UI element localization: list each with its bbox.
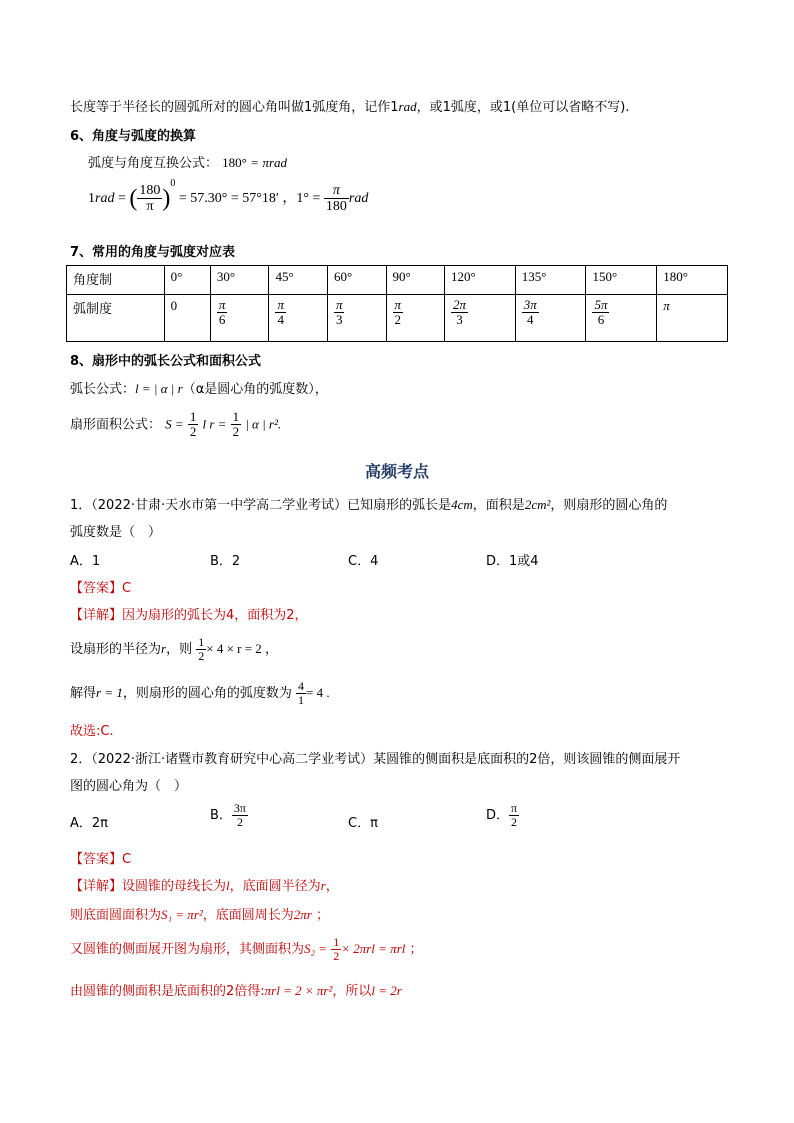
table-cell: 90° bbox=[386, 266, 445, 295]
table-cell: 135° bbox=[515, 266, 586, 295]
table-cell: 30° bbox=[210, 266, 269, 295]
fraction-pi-over-180: $\frac{\pi}{180}$ bbox=[325, 183, 347, 215]
conversion-formula: 弧度与角度互换公式： 180° = πrad bbox=[88, 155, 288, 171]
option-b: B．2 bbox=[210, 554, 241, 569]
table-row-degrees bbox=[67, 266, 728, 295]
table-cell: 0 bbox=[164, 295, 210, 342]
table-cell: 45° bbox=[269, 266, 328, 295]
table-cell: $\frac{\pi}{3}$ bbox=[327, 295, 386, 342]
option-a: A．2π bbox=[70, 816, 108, 831]
detail-line-1: 【详解】因为扇形的弧长为4，面积为2， bbox=[70, 608, 308, 623]
detail-line-1: 【详解】设圆锥的母线长为l，底面圆半径为r， bbox=[70, 878, 339, 894]
table-cell: 180° bbox=[657, 266, 728, 295]
detail-line-3: 解得r = 1，则扇形的圆心角的弧度数为 $\frac{4}{1}$ = 4 . bbox=[70, 679, 330, 708]
detail-line-3: 又圆锥的侧面展开图为扇形，其侧面积为S₂ = $\frac{1}{2}$ × 2πrl = πrl ； bbox=[70, 935, 423, 964]
detail-line-4: 故选:C. bbox=[70, 724, 114, 739]
table-cell: $\frac{\pi}{4}$ bbox=[269, 295, 328, 342]
rad-degree-formula: 1rad = ( $\frac{180}{\pi}$ )$^0$ = 57.30° = 57°18′ ，1° = $\frac{\pi}{180}$ rad bbox=[88, 178, 369, 215]
table-cell: $\frac{3\pi}{4}$ bbox=[515, 295, 586, 342]
section-8-heading: 8、扇形中的弧长公式和面积公式 bbox=[70, 354, 262, 369]
question-1-stem: 1．（2022·甘肃·天水市第一中学高二学业考试）已知扇形的弧长是4cm，面积是2cm²，则扇形的圆心角的 bbox=[70, 497, 668, 513]
table-cell: 0° bbox=[164, 266, 210, 295]
detail-line-2: 设扇形的半径为r，则 $\frac{1}{2}$ × 4 × r = 2 ， bbox=[70, 635, 279, 664]
answer-line: 【答案】C bbox=[70, 581, 132, 596]
table-cell: $\frac{2\pi}{3}$ bbox=[445, 295, 516, 342]
table-cell: $\frac{\pi}{2}$ bbox=[386, 295, 445, 342]
section-title: 高频考点 bbox=[364, 462, 429, 481]
section-6-heading: 6、角度与弧度的换算 bbox=[70, 129, 197, 144]
arc-length-formula: 弧长公式：l = | α | r（α是圆心角的弧度数）， bbox=[70, 381, 328, 397]
table-cell-label: 角度制 bbox=[67, 266, 165, 295]
detail-line-4: 由圆锥的侧面积是底面积的2倍得:πrl = 2 × πr²，所以l = 2r bbox=[70, 983, 402, 999]
intro-line: 长度等于半径长的圆弧所对的圆心角叫做1弧度角，记作1rad，或1弧度，或1(单位可以省略不写). bbox=[70, 99, 630, 115]
option-d: D． $\frac{\pi}{2}$ bbox=[486, 801, 518, 830]
option-c: C．4 bbox=[348, 554, 379, 569]
table-cell: 60° bbox=[327, 266, 386, 295]
section-7-heading: 7、常用的角度与弧度对应表 bbox=[70, 245, 236, 260]
answer-line: 【答案】C bbox=[70, 852, 132, 867]
detail-line-2: 则底面圆面积为S₁ = πr²，底面圆周长为2πr ； bbox=[70, 907, 330, 923]
table-cell-label: 弧制度 bbox=[67, 295, 165, 342]
option-a: A．1 bbox=[70, 554, 101, 569]
question-2-stem: 2．（2022·浙江·诸暨市教育研究中心高二学业考试）某圆锥的侧面积是底面积的2倍，则该圆锥的侧面展开 bbox=[70, 752, 681, 767]
question-2-stem-line2: 图的圆心角为（ ） bbox=[70, 779, 188, 794]
table-row-radians bbox=[67, 295, 728, 342]
table-cell: $\frac{\pi}{6}$ bbox=[210, 295, 269, 342]
table-cell: 120° bbox=[445, 266, 516, 295]
option-d: D．1或4 bbox=[486, 554, 539, 569]
question-1-stem-line2: 弧度数是（ ） bbox=[70, 525, 162, 540]
table-cell: $\frac{5\pi}{6}$ bbox=[586, 295, 657, 342]
table-cell: 150° bbox=[586, 266, 657, 295]
option-c: C．π bbox=[348, 816, 378, 831]
option-b: B． $\frac{3\pi}{2}$ bbox=[210, 801, 246, 830]
angle-radian-table bbox=[66, 265, 728, 342]
sector-area-formula: 扇形面积公式： S = $\frac{1}{2}$ l r = $\frac{1}{2}$ | α | r². bbox=[70, 409, 282, 440]
table-cell: π bbox=[657, 295, 728, 342]
fraction-180-over-pi: $\frac{180}{\pi}$ bbox=[139, 183, 161, 215]
